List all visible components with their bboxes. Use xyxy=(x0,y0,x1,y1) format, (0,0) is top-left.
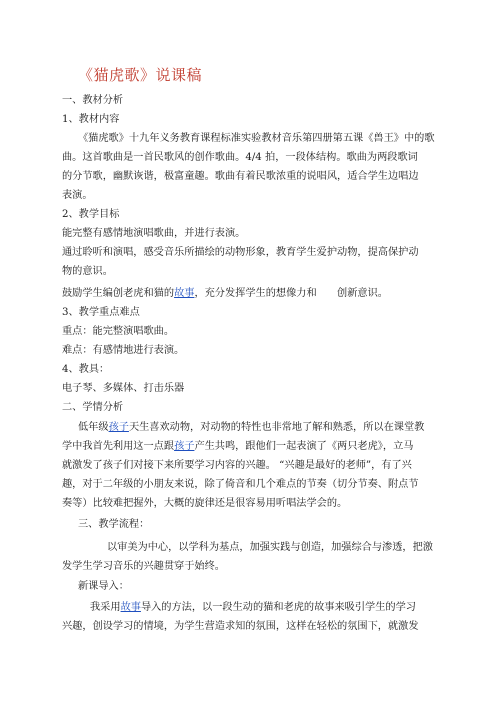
subheading-1-2: 2、教学目标 xyxy=(62,209,120,220)
text-span: 低年级 xyxy=(78,422,109,433)
paragraph-line: 物的意识。 xyxy=(62,266,113,277)
paragraph-line: 通过聆听和演唱，感受音乐所描绘的动物形象，教育学生爱护动物，提高保护动 xyxy=(62,247,419,258)
paragraph-line xyxy=(90,601,416,615)
text-span: 我采用 xyxy=(90,602,121,613)
subheading-1-3: 3、教学重点难点 xyxy=(62,307,140,318)
paragraph-line: 的分节歌，幽默诙谐，极富童趣。歌曲有着民歌浓重的说唱风，适合学生边唱边 xyxy=(62,171,419,182)
text-span: 导入的方法，以一段生动的猫和老虎的故事来吸引学生的学习 xyxy=(140,602,416,613)
paragraph-line: 奏等）比较难把握外，大概的旋律还是很容易用听唱法学会的。 xyxy=(62,498,348,509)
paragraph-line xyxy=(62,287,388,301)
paragraph-line: 难点：有感情地进行表演。 xyxy=(62,345,185,356)
subheading-1-1: 1、教材内容 xyxy=(62,114,120,125)
paragraph-line: 曲。这首歌曲是一首民歌风的创作歌曲。4/4 拍，一段体结构。歌曲为两段歌词 xyxy=(62,152,418,163)
story-link[interactable]: 故事 xyxy=(174,288,195,299)
paragraph-line: 重点：能完整演唱歌曲。 xyxy=(62,326,175,337)
paragraph-line: 以审美为中心，以学科为基点，加强实践与创造，加强综合与渗透，把激 xyxy=(107,542,433,553)
text-span: 天生喜欢动物，对动物的特性也非常地了解和熟悉，所以在课堂教 xyxy=(128,422,425,433)
document-title: 《猫虎歌》说课稿 xyxy=(78,66,203,84)
paragraph-line: 表演。 xyxy=(62,190,93,201)
paragraph-line xyxy=(62,440,413,454)
subheading-1-4: 4、教具： xyxy=(62,364,110,375)
text-span: 鼓励学生编创老虎和猫的 xyxy=(62,288,175,299)
paragraph-line xyxy=(78,421,424,435)
paragraph-line: 电子琴、多媒体、打击乐器 xyxy=(62,383,185,394)
text-span: ，充分发挥学生的想像力和 创新意识。 xyxy=(194,288,388,299)
paragraph-line: 能完整有感情地演唱歌曲，并进行表演。 xyxy=(62,228,246,239)
subheading-new-lesson: 新课导入： xyxy=(78,581,129,592)
text-span: 产生共鸣，跟他们一起表演了《两只老虎》，立马 xyxy=(194,441,414,452)
section-heading-1: 一、教材分析 xyxy=(62,95,124,106)
child-link[interactable]: 孩子 xyxy=(174,441,195,452)
story-link[interactable]: 故事 xyxy=(120,602,141,613)
section-heading-3: 三、教学流程： xyxy=(78,519,150,530)
paragraph-line: 就激发了孩子们对接下来所要学习内容的兴趣。 “兴趣是最好的老师”，有了兴 xyxy=(62,460,412,471)
section-heading-2: 二、学情分析 xyxy=(62,402,124,413)
text-span: 学中我首先利用这一点跟 xyxy=(62,441,175,452)
child-link[interactable]: 孩子 xyxy=(108,422,129,433)
paragraph-line: 兴趣，创设学习的情境，为学生营造求知的氛围，这样在轻松的氛围下，就激发 xyxy=(62,621,419,632)
paragraph-line: 发学生学习音乐的兴趣贯穿于始终。 xyxy=(62,561,225,572)
paragraph-line: 《猫虎歌》十九年义务教育课程标准实验教材音乐第四册第五课《兽王》中的歌 xyxy=(78,133,435,144)
paragraph-line: 趣，对于二年级的小朋友来说，除了倚音和几个难点的节奏（切分节奏、附点节 xyxy=(62,479,419,490)
